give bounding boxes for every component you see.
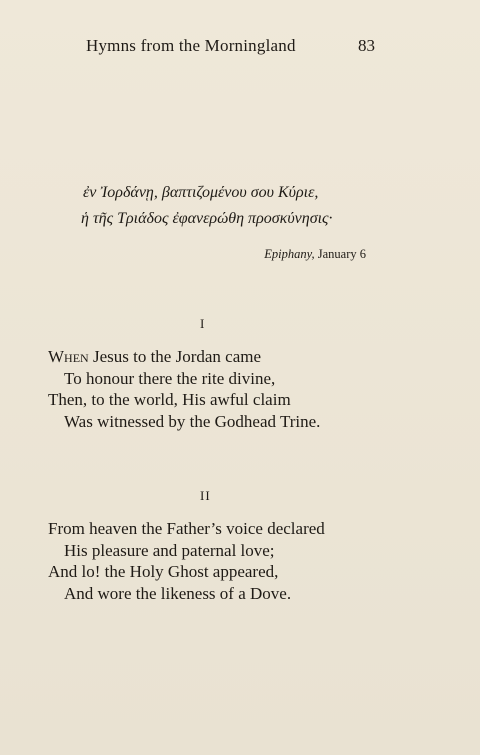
section-number: II: [200, 488, 211, 503]
verse-line: Then, to the world, His awful claim: [48, 390, 291, 410]
page-number: 83: [358, 36, 375, 55]
greek-epigraph: [83, 180, 403, 232]
epigraph-line: ἡ τῆς Τριάδος ἐφανερώθη προσκύνησις·: [81, 210, 333, 227]
running-title: Hymns from the Morningland: [86, 36, 296, 55]
verse-line: Was witnessed by the Godhead Trine.: [64, 412, 321, 432]
verse-line: And wore the likeness of a Dove.: [64, 584, 292, 604]
verse-text: Jesus to the Jordan came: [88, 347, 262, 366]
verse-line: To honour there the rite divine,: [64, 368, 276, 388]
feast-date: January 6: [314, 247, 366, 261]
verse-line: From heaven the Father’s voice declared: [48, 519, 325, 538]
feast-name: Epiphany,: [264, 247, 315, 261]
verse-line: And lo! the Holy Ghost appeared,: [48, 562, 279, 582]
epigraph-line: ἐν Ἰορδάνῃ, βαπτιζομένου σου Κύριε,: [83, 184, 319, 201]
stanza: [48, 518, 428, 605]
stanza: [48, 346, 428, 433]
verse-line: His pleasure and paternal love;: [64, 540, 275, 560]
initial-word: When: [48, 347, 89, 366]
epigraph-attribution: [264, 247, 366, 262]
verse-line: [48, 346, 428, 368]
section-number: I: [200, 316, 206, 331]
